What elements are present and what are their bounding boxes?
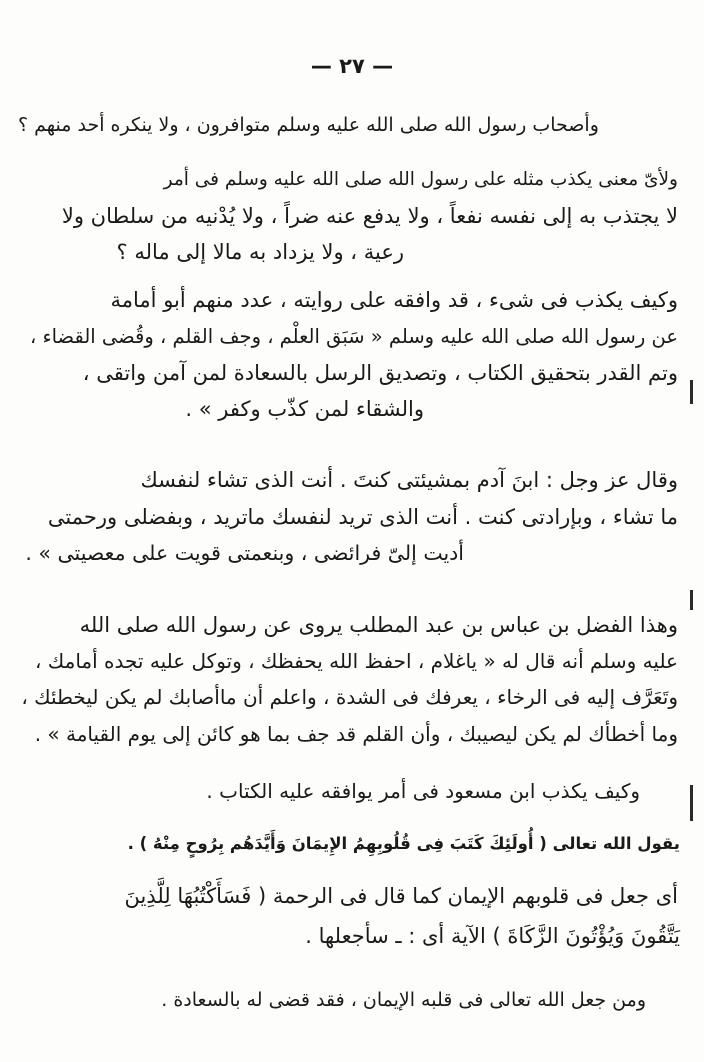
page-number: — ٢٧ —	[310, 54, 394, 78]
text-line: يَتَّقُونَ وَيُؤْتُونَ الزَّكَاةَ ) الآية أى : ـ سأجعلها .	[305, 924, 680, 948]
text-line: أديت إلىّ فرائضى ، وبنعمتى قويت على معصيتى » .	[25, 541, 464, 565]
text-line: عليه وسلم أنه قال له « ياغلام ، احفظ الله يحفظك ، وتوكل عليه تجده أمامك ،	[34, 649, 678, 673]
text-line: أى جعل فى قلوبهم الإيمان كما قال فى الرحمة ( فَسَأَكْتُبُهَا لِلَّذِينَ	[124, 884, 678, 908]
text-line: وما أخطأك لم يكن ليصيبك ، وأن القلم قد جف بما هو كائن إلى يوم القيامة » .	[34, 722, 678, 746]
scan-edge-mark	[690, 590, 693, 610]
text-line: وقال عز وجل : ابنَ آدم بمشيئتى كنتَ . أنت الذى تشاء لنفسك	[140, 468, 678, 492]
scan-edge-mark	[690, 785, 693, 821]
text-line: وتَعَرَّف إليه فى الرخاء ، يعرفك فى الشدة ، واعلم أن ماأصابك لم يكن ليخطئك ،	[21, 685, 678, 709]
text-line: ولأىّ معنى يكذب مثله على رسول الله صلى الله عليه وسلم فى أمر	[163, 169, 678, 190]
text-line: والشقاء لمن كذّب وكفر » .	[185, 397, 424, 421]
text-line: وأصحاب رسول الله صلى الله عليه وسلم متوافرون ، ولا ينكره أحد منهم ؟	[18, 114, 599, 136]
text-line: وهذا الفضل بن عباس بن عبد المطلب يروى عن رسول الله صلى الله	[79, 613, 678, 637]
text-line: لا يجتذب به إلى نفسه نفعاً ، ولا يدفع عنه ضراً ، ولا يُدْنيه من سلطان ولا	[61, 204, 678, 228]
text-line: وكيف يكذب فى شىء ، قد وافقه على روايته ، عدد منهم أبو أمامة	[110, 288, 678, 312]
text-line: ومن جعل الله تعالى فى قلبه الإيمان ، فقد قضى له بالسعادة .	[161, 989, 646, 1011]
text-line: وتم القدر بتحقيق الكتاب ، وتصديق الرسل بالسعادة لمن آمن واتقى ،	[82, 361, 678, 385]
text-line: وكيف يكذب ابن مسعود فى أمر يوافقه عليه الكتاب .	[206, 779, 640, 803]
quran-verse-line: يقول الله تعالى ( أُولَئِكَ كَتَبَ فِى قُلُوبِهِمُ الإِيمَانَ وَأَيَّدَهُم بِرُوحٍ مِنْهُ ) .	[127, 834, 680, 853]
text-line: رعية ، ولا يزداد به مالا إلى ماله ؟	[116, 240, 404, 264]
text-line: عن رسول الله صلى الله عليه وسلم « سَبَق العلْم ، وجف القلم ، وقُضى القضاء ،	[29, 325, 678, 348]
text-line: ما تشاء ، وبإرادتى كنت . أنت الذى تريد لنفسك ماتريد ، وبفضلى ورحمتى	[47, 505, 678, 529]
scan-edge-mark	[690, 380, 693, 404]
